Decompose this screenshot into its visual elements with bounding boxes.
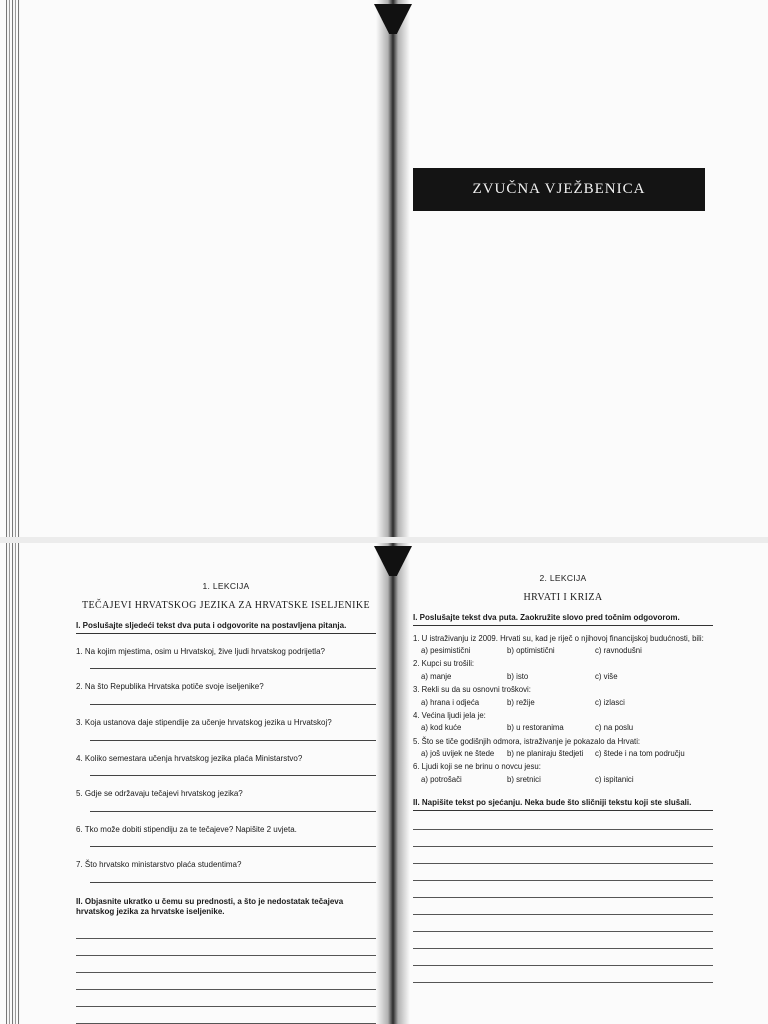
writing-line[interactable] bbox=[413, 949, 713, 966]
option-c[interactable]: c) više bbox=[595, 671, 618, 681]
book-spine-shadow bbox=[376, 543, 410, 1024]
option-a[interactable]: a) kod kuće bbox=[421, 723, 462, 733]
lesson2-page bbox=[413, 573, 713, 983]
writing-line[interactable] bbox=[76, 922, 376, 939]
option-b[interactable]: b) optimistični bbox=[507, 646, 555, 656]
writing-line[interactable] bbox=[76, 973, 376, 990]
answer-line[interactable] bbox=[90, 799, 376, 812]
writing-line[interactable] bbox=[76, 956, 376, 973]
page-edge-stack bbox=[6, 543, 20, 1024]
answer-line[interactable] bbox=[90, 728, 376, 741]
lesson1-question: 2. Na što Republika Hrvatska potiče svoje iseljenike? bbox=[76, 682, 264, 692]
option-b[interactable]: b) isto bbox=[507, 671, 529, 681]
option-c[interactable]: c) na poslu bbox=[595, 723, 634, 733]
lesson1-page bbox=[76, 581, 376, 1024]
writing-line[interactable] bbox=[76, 990, 376, 1007]
writing-line[interactable] bbox=[413, 915, 713, 932]
writing-line[interactable] bbox=[76, 939, 376, 956]
page-edge-stack bbox=[6, 0, 20, 537]
lesson2-question: 1. U istraživanju iz 2009. Hrvati su, kad je riječ o njihovoj financijskoj budućnosti, bili: bbox=[413, 633, 704, 643]
answer-line[interactable] bbox=[90, 870, 376, 883]
lesson2-question: 4. Većina ljudi jela je: bbox=[413, 710, 486, 720]
writing-line[interactable] bbox=[413, 830, 713, 847]
option-a[interactable]: a) manje bbox=[421, 671, 452, 681]
writing-line[interactable] bbox=[413, 898, 713, 915]
lesson1-section2-instruction: II. Objasnite ukratko u čemu su prednosti, a što je nedostatak tečajeva hrvatskog jezika za hrvatske iseljenike. bbox=[76, 896, 344, 916]
answer-line[interactable] bbox=[90, 834, 376, 847]
lesson1-number: 1. LEKCIJA bbox=[202, 581, 250, 591]
lesson1-writing-area[interactable] bbox=[76, 922, 376, 1024]
writing-line[interactable] bbox=[413, 966, 713, 983]
lesson1-section1-instruction: I. Poslušajte sljedeći tekst dva puta i odgovorite na postavljena pitanja. bbox=[76, 621, 376, 634]
answer-line[interactable] bbox=[90, 763, 376, 776]
writing-line[interactable] bbox=[76, 1007, 376, 1024]
option-c[interactable]: c) ravnodušni bbox=[595, 646, 642, 656]
lesson1-question: 4. Koliko semestara učenja hrvatskog jezika plaća Ministarstvo? bbox=[76, 753, 303, 763]
lesson2-number: 2. LEKCIJA bbox=[539, 573, 587, 583]
answer-options bbox=[413, 672, 713, 681]
answer-options bbox=[413, 646, 713, 655]
lesson2-questions bbox=[413, 634, 713, 784]
option-b[interactable]: b) režije bbox=[507, 697, 535, 707]
answer-line[interactable] bbox=[90, 656, 376, 669]
lesson2-question: 6. Ljudi koji se ne brinu o novcu jesu: bbox=[413, 762, 541, 772]
book-spine-shadow bbox=[376, 0, 410, 537]
option-a[interactable]: a) potrošači bbox=[421, 774, 462, 784]
writing-line[interactable] bbox=[413, 932, 713, 949]
writing-line[interactable] bbox=[413, 813, 713, 830]
lesson2-question: 3. Rekli su da su osnovni troškovi: bbox=[413, 685, 531, 695]
writing-line[interactable] bbox=[413, 864, 713, 881]
answer-options bbox=[413, 749, 713, 758]
option-a[interactable]: a) hrana i odjeća bbox=[421, 697, 480, 707]
workbook-title-banner bbox=[413, 168, 705, 211]
writing-line[interactable] bbox=[413, 847, 713, 864]
lesson1-question: 1. Na kojim mjestima, osim u Hrvatskoj, žive ljudi hrvatskog podrijetla? bbox=[76, 646, 325, 656]
lesson1-title: TEČAJEVI HRVATSKOG JEZIKA ZA HRVATSKE ISELJENIKE bbox=[81, 600, 371, 612]
option-b[interactable]: b) sretnici bbox=[507, 774, 541, 784]
lesson2-question: 5. Što se tiče godišnjih odmora, istraživanje je pokazalo da Hrvati: bbox=[413, 736, 641, 746]
answer-options bbox=[413, 698, 713, 707]
workbook-title: ZVUČNA VJEŽBENICA bbox=[472, 181, 646, 197]
answer-line[interactable] bbox=[90, 692, 376, 705]
lesson2-question: 2. Kupci su trošili: bbox=[413, 659, 475, 669]
lesson2-title: HRVATI I KRIZA bbox=[523, 592, 603, 604]
lesson1-question: 7. Što hrvatsko ministarstvo plaća studentima? bbox=[76, 860, 242, 870]
option-b[interactable]: b) u restoranima bbox=[507, 723, 564, 733]
option-c[interactable]: c) ispitanici bbox=[595, 774, 634, 784]
answer-options bbox=[413, 723, 713, 732]
lesson2-writing-area[interactable] bbox=[413, 813, 713, 983]
answer-options bbox=[413, 775, 713, 784]
lesson1-question: 6. Tko može dobiti stipendiju za te tečajeve? Napišite 2 uvjeta. bbox=[76, 824, 297, 834]
option-a[interactable]: a) pesimistični bbox=[421, 646, 471, 656]
lesson1-question: 3. Koja ustanova daje stipendije za učenje hrvatskog jezika u Hrvatskoj? bbox=[76, 717, 332, 727]
lesson1-question: 5. Gdje se održavaju tečajevi hrvatskog jezika? bbox=[76, 789, 243, 799]
option-c[interactable]: c) izlasci bbox=[595, 697, 625, 707]
option-c[interactable]: c) štede i na tom području bbox=[595, 748, 685, 758]
lesson2-section1-instruction: I. Poslušajte tekst dva puta. Zaokružite slovo pred točnim odgovorom. bbox=[413, 613, 713, 626]
option-a[interactable]: a) još uvijek ne štede bbox=[421, 748, 495, 758]
scan-bottom-spread bbox=[0, 543, 768, 1024]
writing-line[interactable] bbox=[413, 881, 713, 898]
lesson2-section2-instruction: II. Napišite tekst po sjećanju. Neka bude što sličniji tekstu koji ste slušali. bbox=[413, 798, 713, 811]
option-b[interactable]: b) ne planiraju štedjeti bbox=[507, 748, 584, 758]
